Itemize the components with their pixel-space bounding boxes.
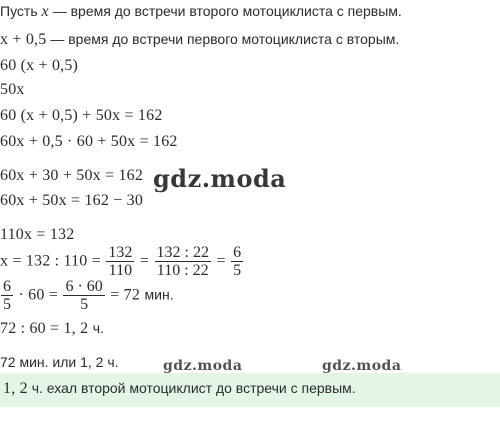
fraction-numerator: 6 bbox=[3, 278, 11, 295]
expression-line-4: 50x bbox=[0, 81, 25, 98]
fraction-6-5 bbox=[231, 244, 243, 279]
division-lead: x = 132 : 110 = bbox=[0, 252, 101, 270]
equation-line-5: 60 (x + 0,5) + 50x = 162 bbox=[0, 107, 163, 124]
watermark-logo-small-left: gdz.moda bbox=[163, 358, 243, 374]
expression-x-plus-half: x + 0,5 bbox=[0, 31, 47, 48]
unit-minutes: мин. bbox=[144, 286, 174, 303]
fraction-reduced bbox=[155, 244, 211, 279]
equation-line-8: 60x + 50x = 162 − 30 bbox=[0, 192, 144, 209]
answer-line bbox=[3, 380, 356, 398]
equation-line-7: 60x + 30 + 50x = 162 bbox=[0, 167, 144, 184]
text-let: Пусть bbox=[0, 3, 38, 19]
answer-value: 1, 2 bbox=[3, 380, 28, 397]
text-definition-1: — время до встречи второго мотоциклиста с первым. bbox=[52, 3, 402, 19]
fraction-product bbox=[63, 278, 104, 313]
unit-hours: ч. bbox=[92, 320, 104, 336]
fraction-denominator: 5 bbox=[3, 296, 11, 313]
equation-line-6: 60x + 0,5 · 60 + 50x = 162 bbox=[0, 133, 178, 150]
result-72: = 72 bbox=[110, 286, 141, 304]
equation-line-10 bbox=[0, 244, 244, 279]
equals-sign: = bbox=[139, 252, 150, 270]
fraction-denominator: 5 bbox=[80, 296, 89, 313]
equation-line-11 bbox=[0, 278, 174, 313]
equation-line-9: 110x = 132 bbox=[0, 226, 75, 243]
summary-line: 72 мин. или 1, 2 ч. bbox=[0, 354, 119, 370]
text-definition-2: — время до встречи первого мотоциклиста с вторым. bbox=[50, 31, 400, 47]
multiply-60: · 60 = bbox=[18, 286, 59, 304]
fraction-numerator: 6 bbox=[233, 244, 242, 261]
fraction-denominator: 5 bbox=[233, 262, 242, 279]
fraction-132-110 bbox=[106, 244, 134, 279]
watermark-logo: gdz.moda bbox=[153, 164, 287, 193]
equation-line-12 bbox=[0, 320, 104, 338]
fraction-numerator: 132 : 22 bbox=[156, 244, 209, 261]
conversion-expression: 72 : 60 = 1, 2 bbox=[0, 320, 89, 337]
fraction-denominator: 110 : 22 bbox=[156, 262, 209, 279]
equals-sign: = bbox=[216, 252, 226, 270]
answer-text: ч. ехал второй мотоциклист до встречи с первым. bbox=[31, 380, 356, 396]
fraction-numerator: 132 bbox=[108, 244, 133, 261]
variable-x: x bbox=[41, 3, 49, 20]
fraction-numerator: 6 · 60 bbox=[65, 278, 103, 295]
fraction-6-5 bbox=[1, 278, 13, 313]
fraction-denominator: 110 bbox=[108, 262, 133, 279]
statement-line-2 bbox=[0, 31, 399, 49]
statement-line-1 bbox=[0, 3, 402, 21]
expression-line-3: 60 (x + 0,5) bbox=[0, 57, 79, 74]
watermark-logo-small-right: gdz.moda bbox=[322, 358, 402, 374]
